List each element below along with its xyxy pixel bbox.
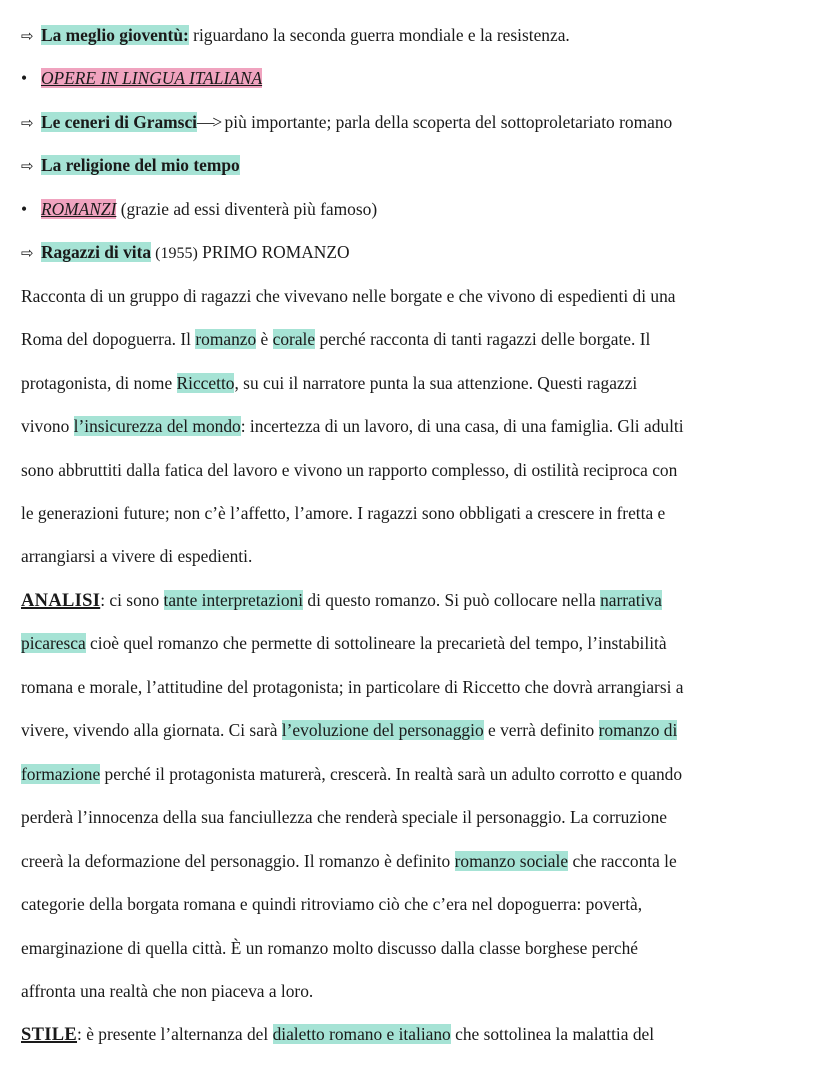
text: vivono (21, 416, 74, 436)
text: le generazioni future; non c’è l’affetto, l’amore. I ragazzi sono obbligati a crescere in fretta e (21, 503, 666, 523)
text: Roma del dopoguerra. Il (21, 329, 196, 349)
highlight: dialetto romano e italiano (272, 1024, 451, 1044)
item-text: PRIMO ROMANZO (197, 242, 350, 262)
section-heading-analisi: ANALISI (21, 591, 101, 611)
highlight: tante interpretazioni (163, 590, 304, 610)
bullet-icon: • (21, 68, 28, 88)
text: cioè quel romanzo che permette di sottolineare la precarietà del tempo, l’instabilità (85, 633, 667, 653)
text: che racconta le (568, 851, 677, 871)
section-label: OPERE IN LINGUA ITALIANA (41, 68, 263, 88)
paragraph-line (21, 846, 677, 876)
text: , su cui il narratore punta la sua attenzione. Questi ragazzi (234, 373, 638, 393)
text: : incertezza di un lavoro, di una casa, di una famiglia. Gli adulti (240, 416, 684, 436)
work-title: La meglio gioventù: (41, 25, 189, 45)
paragraph-line (21, 976, 313, 1006)
arrow-icon: ⇨ (21, 157, 34, 175)
text: Racconta di un gruppo di ragazzi che vivevano nelle borgate e che vivono di espedienti di una (21, 286, 676, 306)
highlight: romanzo sociale (454, 851, 569, 871)
work-title: La religione del mio tempo (41, 155, 240, 175)
text: romana e morale, l’attitudine del protagonista; in particolare di Riccetto che dovrà arrangiarsi a (21, 677, 684, 697)
paragraph-line (21, 541, 252, 571)
long-arrow-icon: —> (197, 112, 221, 132)
list-item-gramsci (21, 107, 672, 137)
paragraph-line (21, 411, 684, 441)
paragraph-line (21, 759, 682, 789)
list-item-opere (21, 63, 262, 93)
bullet-icon: • (21, 199, 28, 219)
highlight: Riccetto (176, 373, 235, 393)
highlight: romanzo di (598, 720, 678, 740)
highlight: l’insicurezza del mondo (73, 416, 241, 436)
arrow-icon: ⇨ (21, 114, 34, 132)
text: vivere, vivendo alla giornata. Ci sarà (21, 720, 282, 740)
text: emarginazione di quella città. È un romanzo molto discusso dalla classe borghese perché (21, 938, 639, 958)
paragraph-line (21, 628, 667, 658)
work-title: Le ceneri di Gramsci (41, 112, 197, 132)
item-text: riguardano la seconda guerra mondiale e la resistenza. (188, 25, 570, 45)
paragraph-line (21, 455, 677, 485)
text: categorie della borgata romana e quindi ritroviamo ciò che c’era nel dopoguerra: povertà, (21, 894, 643, 914)
paragraph-line (21, 281, 676, 311)
highlight: formazione (21, 764, 101, 784)
item-text: più importante; parla della scoperta del sottoproletariato romano (220, 112, 673, 132)
item-text: (grazie ad essi diventerà più famoso) (116, 199, 378, 219)
text: e verrà definito (483, 720, 599, 740)
paragraph-line (21, 498, 665, 528)
text: perché racconta di tanti ragazzi delle borgate. Il (315, 329, 651, 349)
highlight: l’evoluzione del personaggio (281, 720, 484, 740)
text: : è presente l’alternanza del (77, 1024, 273, 1044)
list-item-gioventu (21, 20, 570, 50)
text: affronta una realtà che non piaceva a loro. (21, 981, 314, 1001)
highlight: picaresca (21, 633, 86, 653)
highlight: corale (272, 329, 316, 349)
text: di questo romanzo. Si può collocare nella (303, 590, 601, 610)
text: protagonista, di nome (21, 373, 177, 393)
text: : ci sono (100, 590, 164, 610)
text: creerà la deformazione del personaggio. Il romanzo è definito (21, 851, 455, 871)
arrow-icon: ⇨ (21, 244, 34, 262)
paragraph-line (21, 368, 637, 398)
work-title: Ragazzi di vita (41, 242, 152, 262)
paragraph-line (21, 889, 642, 919)
text: arrangiarsi a vivere di espedienti. (21, 546, 253, 566)
highlight: narrativa (600, 590, 662, 610)
section-label: ROMANZI (41, 199, 117, 219)
text: sono abbruttiti dalla fatica del lavoro e vivono un rapporto complesso, di ostilità reciproca con (21, 460, 678, 480)
year: (1955) (151, 245, 198, 262)
text: che sottolinea la malattia del (450, 1024, 655, 1044)
paragraph-line (21, 802, 667, 832)
text: perderà l’innocenza della sua fanciullezza che renderà speciale il personaggio. La corruzione (21, 807, 668, 827)
list-item-romanzi (21, 194, 377, 224)
text: perché il protagonista maturerà, crescerà. In realtà sarà un adulto corrotto e quando (100, 764, 683, 784)
paragraph-line (21, 324, 650, 354)
paragraph-line (21, 715, 677, 745)
section-heading-stile: STILE (21, 1025, 78, 1045)
text: è (256, 329, 273, 349)
arrow-icon: ⇨ (21, 27, 34, 45)
highlight: romanzo (195, 329, 257, 349)
list-item-religione (21, 150, 240, 180)
paragraph-line (21, 933, 638, 963)
list-item-ragazzi (21, 237, 350, 267)
paragraph-line (21, 1019, 654, 1049)
paragraph-line (21, 585, 662, 615)
paragraph-line (21, 672, 684, 702)
